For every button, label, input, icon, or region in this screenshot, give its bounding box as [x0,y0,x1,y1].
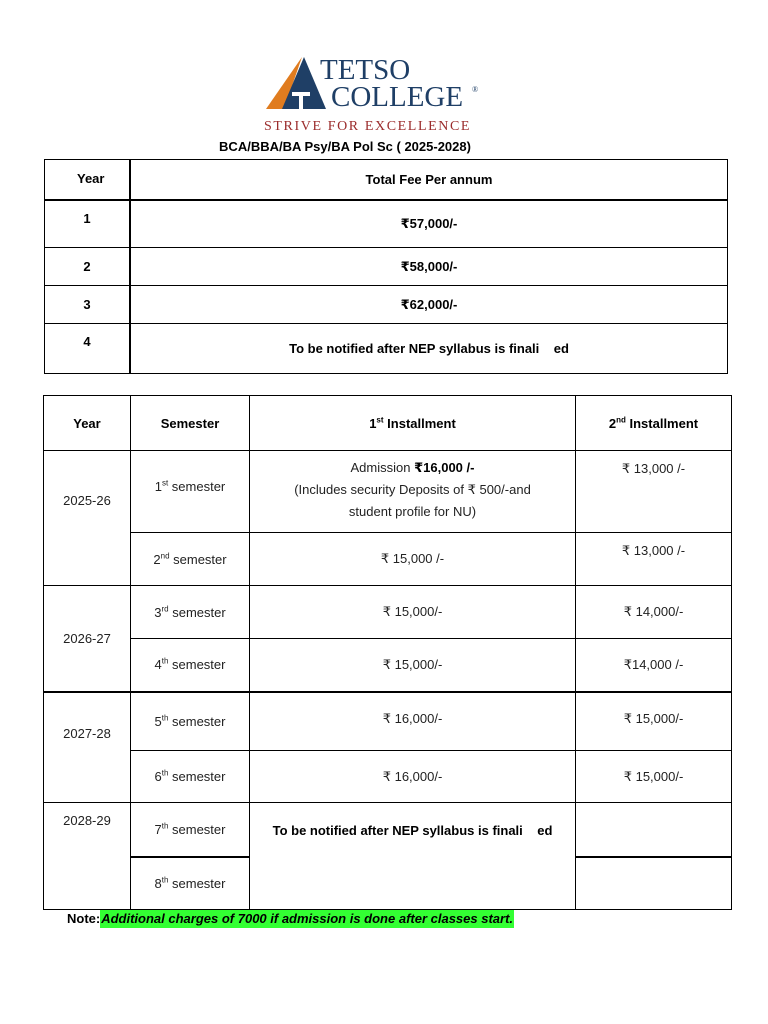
header-year: Year [45,160,131,200]
admission-detail: student profile for NU) [348,504,477,519]
header-text: Installment [625,415,699,431]
second-installment-cell: ₹ 14,000/- [576,586,732,639]
second-installment-cell [576,857,732,910]
table-row [45,248,728,286]
ordinal-suffix: rd [161,604,169,614]
ordinal-number: 6 [154,769,162,784]
table-row [44,451,732,533]
semester-cell [131,533,250,586]
header-semester: Semester [131,396,250,451]
admission-detail: (Includes security Deposits of ₹ 500/-and [294,482,531,497]
second-installment-cell [576,803,732,857]
semester-label: semester [168,821,226,837]
installment-table [43,395,732,910]
semester-label: semester [168,478,226,494]
fee-cell: To be notified after NEP syllabus is finali ed [130,324,728,374]
admission-amount: ₹16,000 /- [414,460,475,475]
semester-cell [131,803,250,857]
table-row [45,286,728,324]
ordinal-number: 4 [154,657,162,673]
admission-label: Admission [350,460,415,475]
year-cell: 2028-29 [44,803,131,910]
annual-fee-table [44,159,728,374]
fee-cell: ₹62,000/- [130,286,728,324]
year-cell: 2 [45,248,131,286]
semester-cell [131,857,250,910]
document-title: BCA/BBA/BA Psy/BA Pol Sc ( 2025-2028) [219,139,471,154]
semester-label: semester [168,657,226,673]
ordinal-suffix: th [161,713,169,723]
table-row [44,639,732,692]
table-row [44,803,732,857]
header-year: Year [44,396,131,451]
ordinal-suffix: st [161,478,169,488]
second-installment-cell: ₹ 15,000/- [576,751,732,803]
first-installment-cell: ₹ 16,000/- [250,692,576,751]
second-installment-cell: ₹14,000 /- [576,639,732,692]
ordinal-suffix: th [161,768,169,778]
ordinal-suffix: nd [160,551,170,561]
logo-graphic [262,52,486,134]
ordinal-suffix: th [161,656,169,666]
header-fee: Total Fee Per annum [130,160,728,200]
semester-label: semester [168,713,226,729]
ordinal-suffix: th [161,875,169,885]
year-cell: 2025-26 [44,451,131,586]
semester-cell [131,751,250,803]
logo-text-tetso: TETSO [320,54,411,86]
table-header-row [44,396,732,451]
ordinal-suffix: st [376,415,384,425]
ordinal-number: 8 [154,875,162,891]
first-installment-cell: ₹ 15,000/- [250,586,576,639]
semester-label: semester [169,551,227,567]
table-row [45,200,728,248]
first-installment-cell: ₹ 15,000 /- [250,533,576,586]
note-label: Note: [67,911,101,926]
table-row [44,692,732,751]
first-installment-cell: To be notified after NEP syllabus is finali ed [250,803,576,910]
registered-mark: ® [472,85,479,94]
logo-text-college: COLLEGE [331,81,464,113]
ordinal-suffix: th [161,821,169,831]
table-row [44,751,732,803]
semester-cell [131,586,250,639]
header-first-installment [250,396,576,451]
header-text: Installment [383,415,456,431]
year-cell: 3 [45,286,131,324]
first-installment-cell: ₹ 15,000/- [250,639,576,692]
ordinal-suffix: nd [616,415,626,425]
year-cell: 1 [45,200,131,248]
year-cell: 2027-28 [44,692,131,803]
semester-cell [131,692,250,751]
ordinal-number: 2 [153,551,161,567]
ordinal-number: 7 [154,821,162,837]
ordinal-number: 1 [154,478,162,494]
second-installment-cell: ₹ 13,000 /- [576,451,732,533]
second-installment-cell: ₹ 13,000 /- [576,533,732,586]
note [67,911,514,926]
table-row [45,324,728,374]
fee-cell: ₹57,000/- [130,200,728,248]
table-row [44,533,732,586]
semester-label: semester [168,875,226,891]
ordinal-number: 2 [608,415,617,431]
ordinal-number: 1 [369,415,377,431]
second-installment-cell: ₹ 15,000/- [576,692,732,751]
table-row [44,586,732,639]
semester-label: semester [168,604,226,620]
first-installment-cell [250,451,576,533]
header-second-installment [576,396,732,451]
note-text: Additional charges of 7000 if admission is done after classes start. [101,911,514,926]
college-logo [262,52,486,134]
semester-cell [131,451,250,533]
fee-cell: ₹58,000/- [130,248,728,286]
semester-cell [131,639,250,692]
ordinal-number: 3 [154,604,162,620]
first-installment-cell: ₹ 16,000/- [250,751,576,803]
ordinal-number: 5 [154,713,162,729]
year-cell: 4 [45,324,131,374]
table-header-row [45,160,728,200]
semester-label: semester [168,769,226,784]
logo-tagline: STRIVE FOR EXCELLENCE [264,119,472,134]
year-cell: 2026-27 [44,586,131,692]
